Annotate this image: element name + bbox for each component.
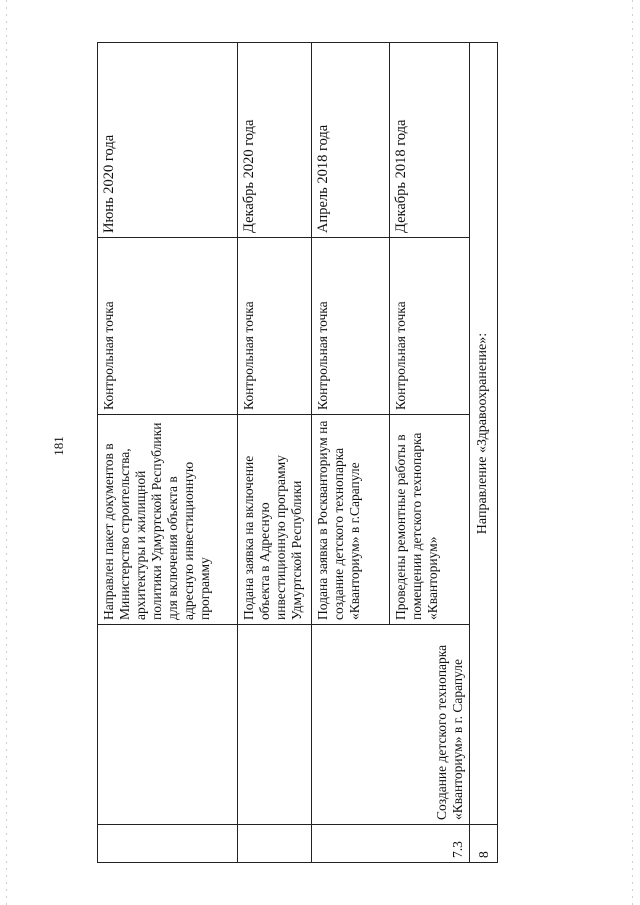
event-cell: Подана заявка на включение объекта в Адресную инвестиционную программу Удмуртской Республики [238,415,312,625]
deadline-cell: Июнь 2020 года [98,43,238,238]
deadline-cell: Декабрь 2020 года [238,43,312,238]
scan-edge-right [632,0,633,905]
row-number-cell: 7.3 [312,825,470,863]
event-cell: Проведены ремонтные работы в помещении детского технопарка «Кванториум» [390,415,470,625]
table-row [312,43,390,863]
row-number-cell [238,825,312,863]
plan-table-rotated [97,43,497,863]
deadline-cell: Апрель 2018 года [312,43,390,238]
scan-edge-left [6,0,7,905]
event-cell: Подана заявка в Роскванториум на создание детского технопарка «Кванториум» в г.Сарапуле [312,415,390,625]
table-row [98,43,238,863]
measure-name-cell: Создание детского технопарка «Кванториум» в г. Сарапуле [312,625,470,825]
row-number-cell [98,825,238,863]
table-row [238,43,312,863]
section-number-cell: 8 [470,825,498,863]
measure-name-cell [238,625,312,825]
event-cell: Направлен пакет документов в Министерство строительства, архитектуры и жилищной политики Удмуртской Республики для включения объекта в адресную инвестиционную программу [98,415,238,625]
event-type-cell: Контрольная точка [390,238,470,415]
event-type-cell: Контрольная точка [238,238,312,415]
section-row [470,43,498,863]
measure-name-cell [98,625,238,825]
deadline-cell: Декабрь 2018 года [390,43,470,238]
section-title-cell: Направление «Здравоохранение»: [470,43,498,825]
event-type-cell: Контрольная точка [312,238,390,415]
event-type-cell: Контрольная точка [98,238,238,415]
page-number: 181 [51,436,66,456]
plan-table [97,42,498,863]
